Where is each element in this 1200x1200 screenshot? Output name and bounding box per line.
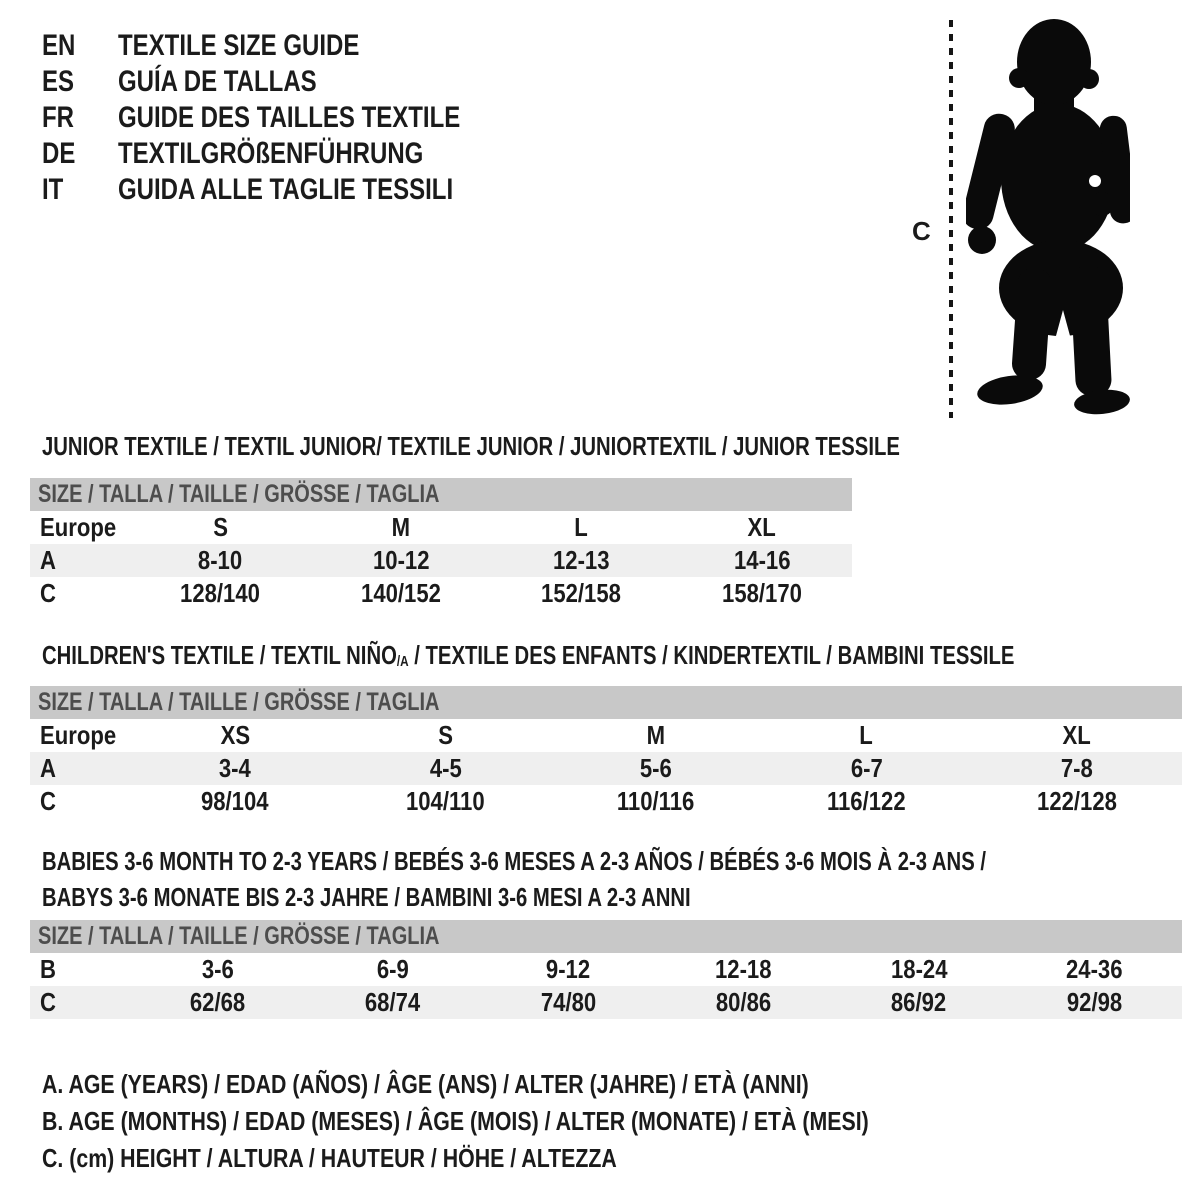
cell-value: 92/98 (1066, 987, 1122, 1017)
cell-value: XS (220, 720, 250, 750)
legend-line-b: B. AGE (MONTHS) / EDAD (MESES) / ÂGE (MOIS) / ALTER (MONATE) / ETÀ (MESI) (42, 1106, 869, 1136)
cell-value: 140/152 (360, 578, 441, 608)
table-row (30, 986, 1182, 1019)
row-label: C (40, 987, 56, 1017)
junior-section-title: JUNIOR TEXTILE / TEXTIL JUNIOR/ TEXTILE JUNIOR / JUNIORTEXTIL / JUNIOR TESSILE (42, 431, 900, 461)
babies-size-table (30, 920, 1182, 1019)
height-measure-label: C (912, 216, 931, 246)
cell-value: 18-24 (890, 954, 948, 984)
cell-value: 9-12 (546, 954, 591, 984)
language-title: GUIDE DES TAILLES TEXTILE (118, 101, 461, 134)
cell-value: 116/122 (827, 786, 906, 816)
cell-value: 122/128 (1036, 786, 1117, 816)
cell-value: 8-10 (198, 545, 243, 575)
language-code: IT (42, 173, 64, 206)
language-list (42, 28, 546, 208)
language-row-es (42, 64, 546, 100)
legend-line-c: C. (cm) HEIGHT / ALTURA / HAUTEUR / HÖHE / ALTEZZA (42, 1143, 617, 1173)
language-row-de (42, 136, 546, 172)
cell-value: 6-7 (850, 753, 883, 783)
language-code: DE (42, 137, 76, 170)
size-header-text: SIZE / TALLA / TAILLE / GRÖSSE / TAGLIA (38, 922, 440, 950)
table-row (30, 544, 852, 577)
size-header-text: SIZE / TALLA / TAILLE / GRÖSSE / TAGLIA (38, 480, 440, 508)
cell-value: L (574, 512, 588, 542)
cell-value: 152/158 (541, 578, 622, 608)
row-label: C (40, 578, 56, 608)
language-title: GUIDA ALLE TAGLIE TESSILI (118, 173, 454, 206)
cell-value: 12-18 (715, 954, 772, 984)
cell-value: 5-6 (640, 753, 672, 783)
cell-value: 7-8 (1060, 753, 1093, 783)
cell-value: 4-5 (429, 753, 462, 783)
table-row (30, 719, 1182, 752)
cell-value: 98/104 (201, 786, 269, 816)
language-row-en (42, 28, 546, 64)
toddler-silhouette-icon (966, 16, 1130, 416)
row-label: A (40, 753, 56, 783)
row-label: A (40, 545, 56, 575)
language-code: EN (42, 29, 76, 62)
row-label: B (40, 954, 56, 984)
table-row (30, 577, 852, 610)
language-row-fr (42, 100, 546, 136)
language-row-it (42, 172, 546, 208)
cell-value: XL (747, 512, 776, 542)
size-header-bar (30, 686, 1182, 719)
height-measure-dashed-line (949, 20, 953, 418)
table-row (30, 953, 1182, 986)
cell-value: 10-12 (372, 545, 430, 575)
nino-a-subscript: /A (396, 652, 409, 670)
children-size-table (30, 686, 1182, 818)
cell-value: 158/170 (721, 578, 802, 608)
legend-line-a: A. AGE (YEARS) / EDAD (AÑOS) / ÂGE (ANS) / ALTER (JAHRE) / ETÀ (ANNI) (42, 1069, 809, 1099)
row-label: Europe (40, 512, 117, 542)
size-header-bar (30, 920, 1182, 953)
measurement-legend (42, 1066, 1050, 1177)
language-title: GUÍA DE TALLAS (118, 65, 317, 98)
cell-value: M (391, 512, 410, 542)
cell-value: 68/74 (365, 987, 421, 1017)
language-title: TEXTILE SIZE GUIDE (118, 29, 360, 62)
cell-value: 14-16 (733, 545, 791, 575)
table-row (30, 785, 1182, 818)
size-header-text: SIZE / TALLA / TAILLE / GRÖSSE / TAGLIA (38, 688, 440, 716)
cell-value: 86/92 (891, 987, 947, 1017)
row-label: Europe (40, 720, 117, 750)
language-code: ES (42, 65, 75, 98)
language-title: TEXTILGRÖßENFÜHRUNG (118, 137, 424, 170)
cell-value: 3-6 (201, 954, 234, 984)
junior-size-table (30, 478, 852, 610)
cell-value: 3-4 (219, 753, 252, 783)
cell-value: 24-36 (1066, 954, 1123, 984)
cell-value: L (859, 720, 874, 750)
cell-value: 110/116 (617, 786, 695, 816)
cell-value: XL (1062, 720, 1091, 750)
cell-value: 80/86 (715, 987, 772, 1017)
babies-section-title: BABIES 3-6 MONTH TO 2-3 YEARS / BEBÉS 3-6 MESES A 2-3 AÑOS / BÉBÉS 3-6 MOIS À 2-3 ANS / BABYS 3-6 MONATE BIS 2-3 JAHRE / BAMBINI 3-6 MESI A 2-3 ANNI (42, 846, 986, 912)
cell-value: 128/140 (180, 578, 261, 608)
cell-value: 6-9 (377, 954, 409, 984)
row-label: C (40, 786, 56, 816)
cell-value: S (212, 512, 228, 542)
size-header-bar (30, 478, 852, 511)
table-row (30, 752, 1182, 785)
cell-value: M (646, 720, 666, 750)
cell-value: 74/80 (540, 987, 596, 1017)
cell-value: 12-13 (552, 545, 610, 575)
children-section-title: CHILDREN'S TEXTILE / TEXTIL NIÑO/A / TEXTILE DES ENFANTS / KINDERTEXTIL / BAMBINI TESSILE (42, 640, 1015, 670)
table-row (30, 511, 852, 544)
language-code: FR (42, 101, 74, 134)
cell-value: S (438, 720, 453, 750)
cell-value: 62/68 (190, 987, 246, 1017)
cell-value: 104/110 (406, 786, 485, 816)
